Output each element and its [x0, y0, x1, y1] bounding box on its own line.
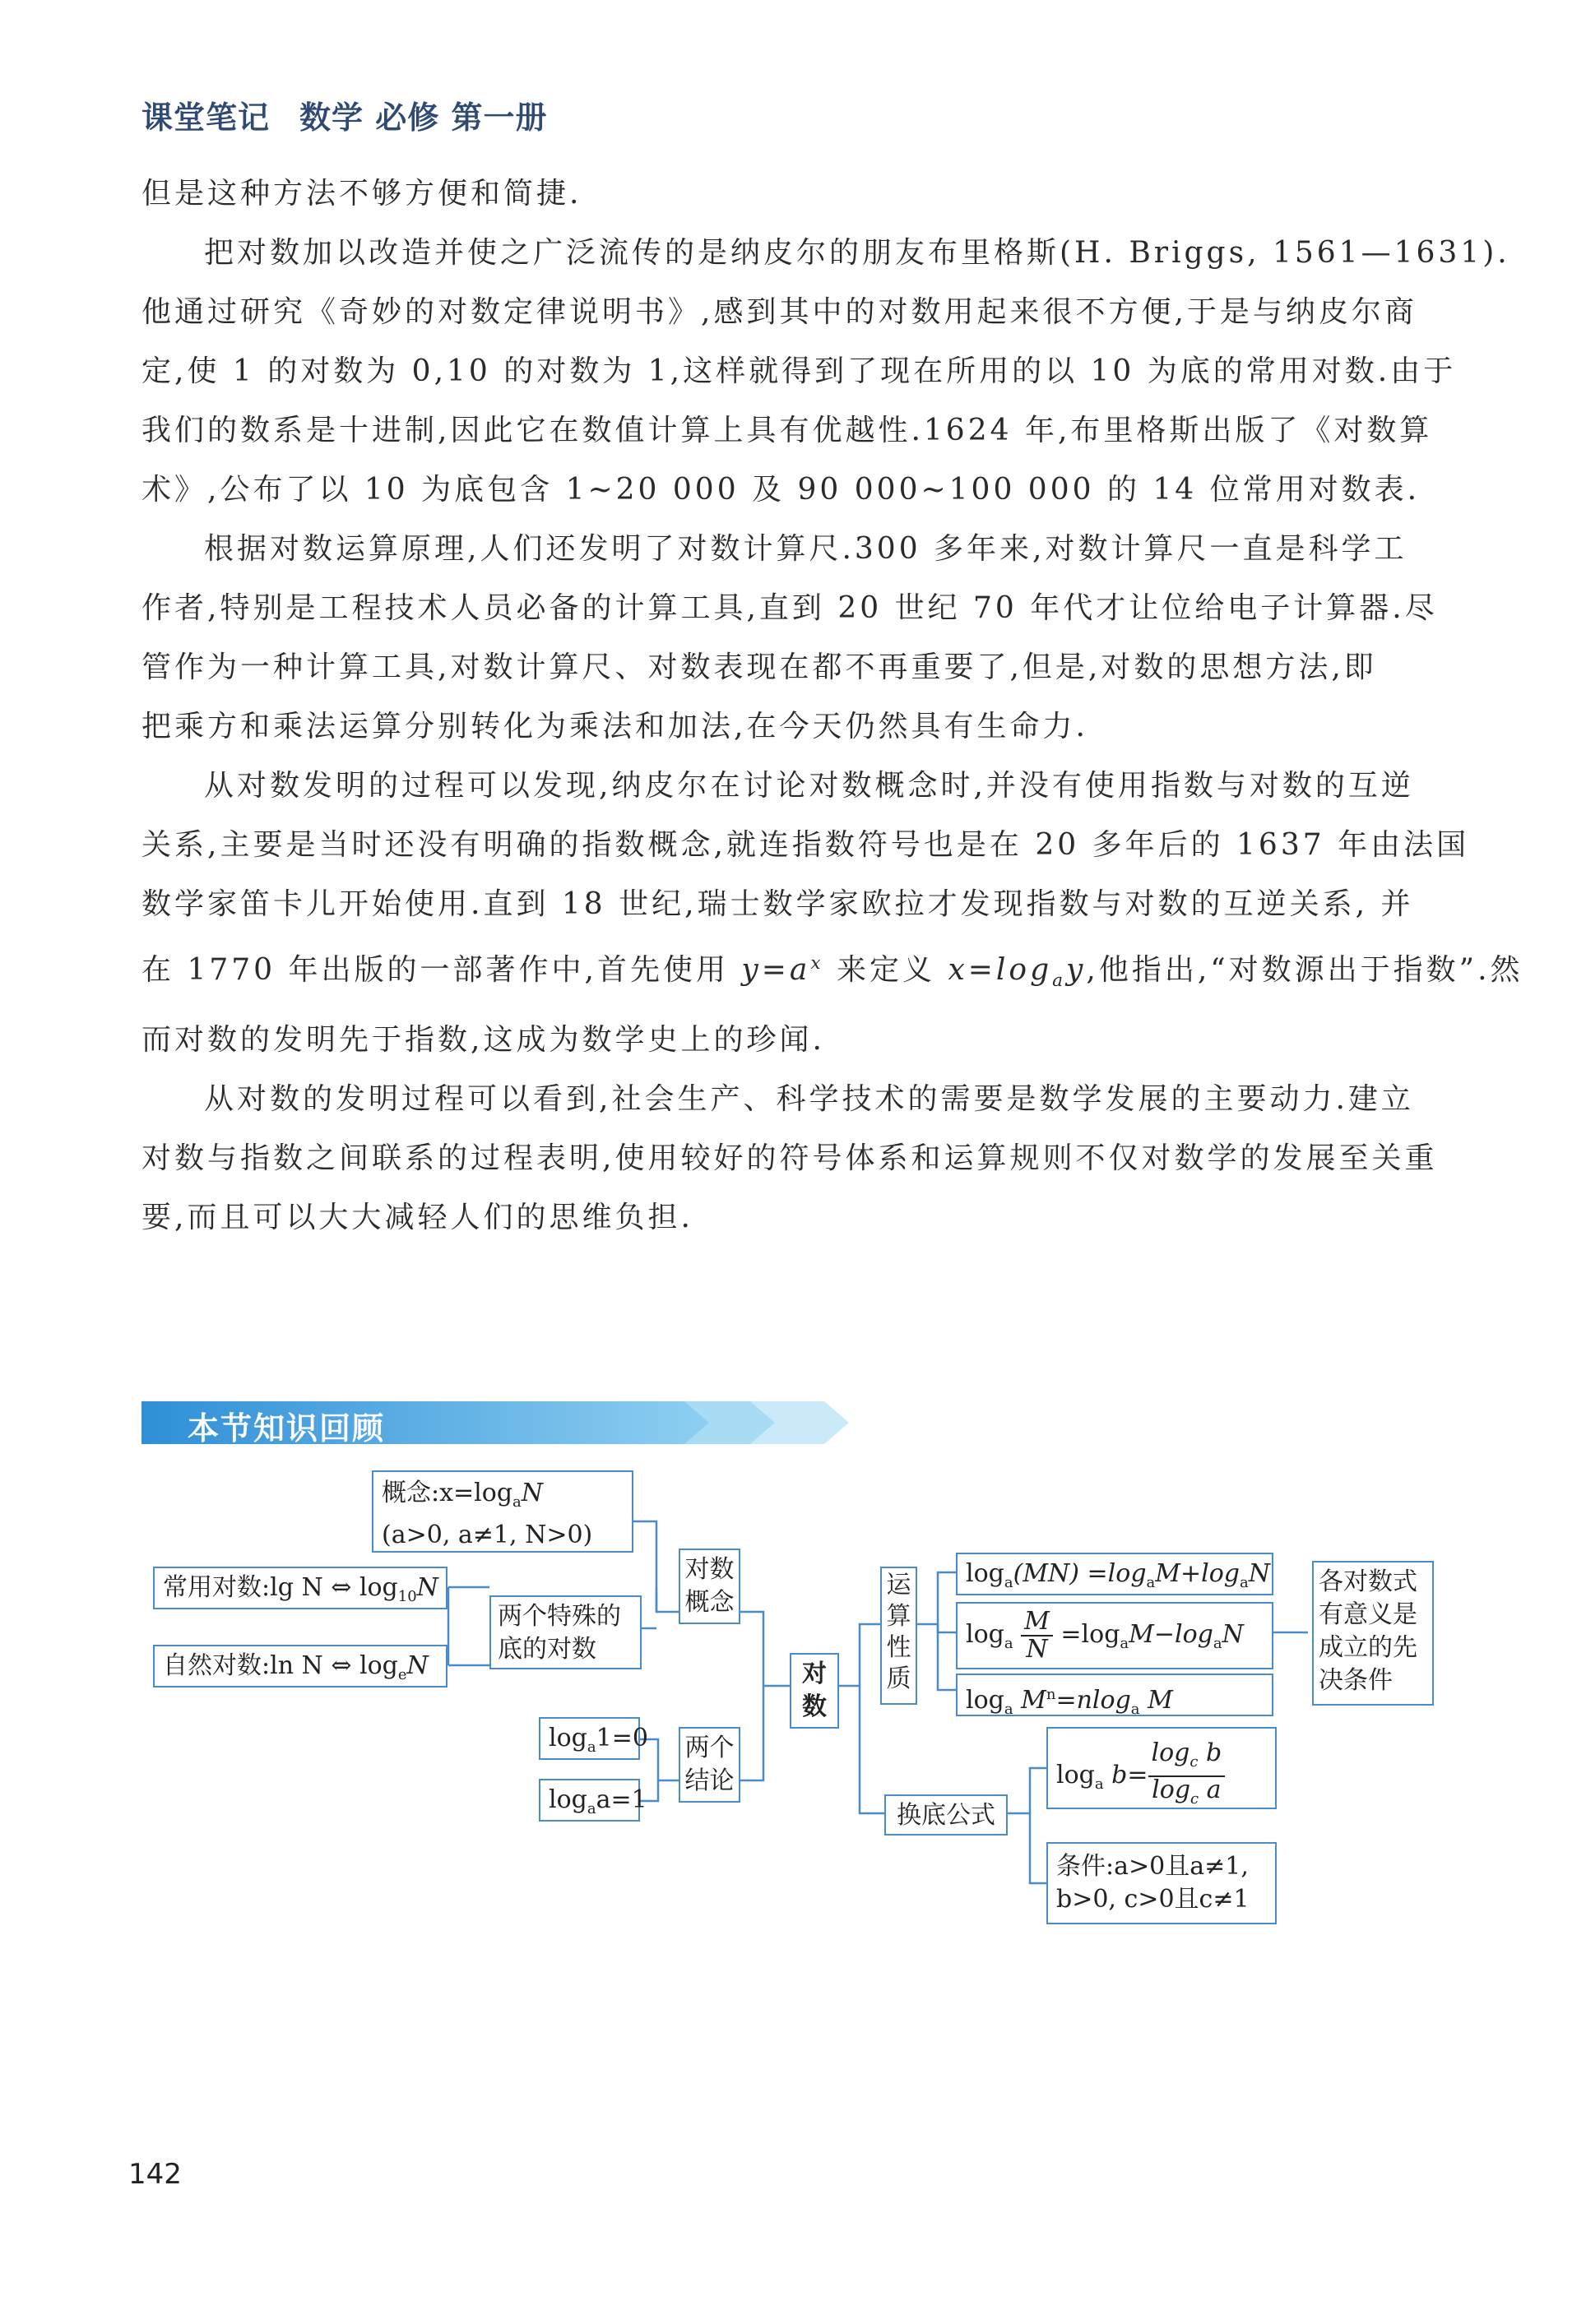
fraction-part: log	[1151, 1738, 1190, 1767]
fraction-denominator	[1152, 1777, 1221, 1812]
text-line: 而对数的发明先于指数,这成为数学史上的珍闻.	[141, 1023, 825, 1058]
conclusion-2-subscript: a	[587, 1800, 596, 1817]
prop-product-subscript: a	[1146, 1574, 1156, 1591]
text-line: 从对数发明的过程可以发现,纳皮尔在讨论对数概念时,并没有使用指数与对数的互逆	[204, 769, 1414, 803]
prop-product-subscript: a	[1239, 1574, 1249, 1591]
text-line: 定,使 1 的对数为 0,10 的对数为 1,这样就得到了现在所用的以 10 为底的常用对数.由于	[141, 354, 1457, 388]
box-concept	[372, 1470, 633, 1553]
text-line: 关系,主要是当时还没有明确的指数概念,就连指数符号也是在 20 多年后的 1637 年由法国	[141, 828, 1470, 862]
common-log-end: N	[416, 1573, 438, 1602]
prop-product-subscript: a	[1004, 1574, 1013, 1591]
box-common-log	[153, 1567, 448, 1609]
box-two-special-bases: 两个特殊的底的对数	[489, 1595, 642, 1669]
text-line: 我们的数系是十进制,因此它在数值计算上具有优越性.1624 年,布里格斯出版了《对数算	[141, 414, 1433, 447]
text-line: 他通过研究《奇妙的对数定律说明书》,感到其中的对数用起来很不方便,于是与纳皮尔商	[141, 295, 1417, 329]
fraction-numerator	[1148, 1740, 1226, 1777]
fraction-part: log	[1152, 1775, 1191, 1804]
conclusion-1-text	[549, 1722, 648, 1764]
box-cob-condition	[1046, 1842, 1277, 1924]
common-log-label: 常用对数:lg N ⇔ log	[163, 1573, 398, 1602]
concept-subscript: a	[512, 1493, 522, 1511]
concept-text-end: N	[521, 1479, 544, 1507]
text-line: 对数与指数之间联系的过程表明,使用较好的符号体系和运算规则不仅对数学的发展至关重	[141, 1141, 1438, 1176]
prop-product-part: (MN) =log	[1013, 1559, 1147, 1588]
cob-condition-line2: b>0, c>0且c≠1	[1056, 1885, 1250, 1914]
box-prop-power	[956, 1674, 1273, 1716]
text-line: 把乘方和乘法运算分别转化为乘法和加法,在今天仍然具有生命力.	[141, 710, 1088, 743]
cob-formula-part: b=	[1103, 1761, 1148, 1789]
formula-part: y=a	[741, 953, 811, 987]
conclusion-1-pre: log	[549, 1724, 587, 1752]
cob-formula-part: log	[1056, 1761, 1095, 1789]
formula-exponent: x	[810, 953, 824, 974]
text-line: 从对数的发明过程可以看到,社会生产、科学技术的需要是数学发展的主要动力.建立	[204, 1082, 1414, 1117]
box-log-root: 对数	[790, 1653, 839, 1729]
box-prop-quotient	[956, 1602, 1273, 1669]
prop-product-text	[966, 1558, 1270, 1599]
prop-power-subscript: a	[1004, 1701, 1013, 1718]
concept-text: 概念:x=log	[382, 1479, 513, 1507]
box-conclusion-2	[539, 1779, 647, 1822]
conclusion-2-pre: log	[549, 1785, 587, 1814]
formula-part: y	[1066, 953, 1087, 987]
prop-product-part: M+log	[1155, 1559, 1240, 1588]
fraction-part: b	[1198, 1738, 1222, 1767]
concept-line1	[382, 1477, 624, 1519]
page-number: 142	[128, 2158, 182, 2191]
fraction-numerator: M	[1021, 1609, 1053, 1637]
text-line: 术》,公布了以 10 为底包含 1~20 000 及 90 000~100 000 的 14 位常用对数表.	[141, 473, 1421, 507]
prop-power-part: log	[966, 1686, 1004, 1715]
book-title: 课堂笔记	[141, 100, 271, 136]
formula-subscript: a	[1052, 970, 1067, 992]
subject-title: 数学 必修 第一册	[299, 100, 548, 136]
text-line: 要,而且可以大大减轻人们的思维负担.	[141, 1201, 693, 1235]
prop-quotient-text	[966, 1609, 1264, 1663]
box-conclusion-1	[539, 1717, 648, 1760]
box-properties: 运算性质	[880, 1567, 917, 1705]
prop-quotient-part: N	[1222, 1620, 1244, 1649]
prop-power-text	[966, 1678, 1264, 1726]
prop-quotient-fraction	[1021, 1609, 1053, 1663]
prop-quotient-subscript: a	[1213, 1635, 1222, 1652]
common-log-text	[163, 1572, 438, 1613]
box-cob-formula	[1046, 1727, 1277, 1809]
prop-quotient-part: log	[966, 1620, 1004, 1649]
cob-formula-text	[1056, 1740, 1267, 1812]
conclusion-2-text	[549, 1784, 647, 1826]
box-log-concept: 对数概念	[679, 1549, 740, 1624]
prop-quotient-subscript: a	[1004, 1635, 1013, 1652]
prop-quotient-part: =log	[1052, 1620, 1120, 1649]
text-line: 把对数加以改造并使之广泛流传的是纳皮尔的朋友布里格斯(H. Briggs, 1561—1631).	[204, 236, 1510, 270]
box-prop-product	[956, 1553, 1273, 1595]
conclusion-2-post: a=1	[596, 1785, 647, 1814]
conclusion-1-post: 1=0	[596, 1724, 648, 1752]
prop-quotient-subscript: a	[1120, 1635, 1129, 1652]
box-change-of-base: 换底公式	[884, 1794, 1008, 1836]
concept-line2: (a>0, a≠1, N>0)	[382, 1521, 593, 1549]
prop-product-part: log	[966, 1559, 1004, 1588]
natural-log-text	[163, 1650, 438, 1692]
box-two-conclusions: 两个结论	[679, 1727, 740, 1803]
cob-formula-subscript: a	[1094, 1775, 1104, 1793]
cob-formula-fraction	[1148, 1740, 1226, 1812]
fraction-subscript: c	[1190, 1753, 1199, 1771]
section-title: 本节知识回顾	[188, 1410, 386, 1447]
natural-log-subscript: e	[397, 1666, 407, 1683]
fraction-part: a	[1199, 1775, 1222, 1804]
natural-log-end: N	[406, 1651, 429, 1680]
box-natural-log	[153, 1645, 448, 1687]
fraction-denominator: N	[1026, 1635, 1048, 1664]
natural-log-label: 自然对数:ln N ⇔ log	[163, 1651, 398, 1680]
text-line: 根据对数运算原理,人们还发明了对数计算尺.300 多年来,对数计算尺一直是科学工	[204, 532, 1407, 566]
text-line: 但是这种方法不够方便和简捷.	[141, 177, 582, 211]
common-log-subscript: 10	[397, 1588, 417, 1605]
fraction-subscript: c	[1190, 1790, 1199, 1808]
prop-power-exponent: n	[1046, 1686, 1056, 1703]
prop-power-part: M	[1148, 1686, 1173, 1715]
text-segment: 在 1770 年出版的一部著作中,首先使用	[141, 953, 742, 987]
text-line: 管作为一种计算工具,对数计算尺、对数表现在都不再重要了,但是,对数的思想方法,即	[141, 650, 1377, 684]
conclusion-1-subscript: a	[587, 1738, 596, 1756]
prop-product-part: N	[1248, 1559, 1270, 1588]
text-segment: 来定义	[823, 953, 948, 987]
prop-power-part: =nlog	[1055, 1686, 1131, 1715]
text-line: 作者,特别是工程技术人员必备的计算工具,直到 20 世纪 70 年代才让位给电子计算器.尽	[141, 591, 1438, 625]
prop-power-subscript: a	[1130, 1701, 1140, 1718]
prop-quotient-part: M−log	[1129, 1620, 1213, 1649]
text-line: 数学家笛卡儿开始使用.直到 18 世纪,瑞士数学家欧拉才发现指数与对数的互逆关系, 并	[141, 887, 1414, 921]
text-segment: ,他指出,“对数源出于指数”.然	[1086, 953, 1523, 987]
cob-condition-line1: 条件:a>0且a≠1,	[1056, 1852, 1249, 1881]
box-precondition: 各对数式有意义是成立的先决条件	[1312, 1561, 1434, 1706]
prop-power-part: M	[1021, 1686, 1046, 1715]
formula-part: x=log	[948, 953, 1053, 987]
